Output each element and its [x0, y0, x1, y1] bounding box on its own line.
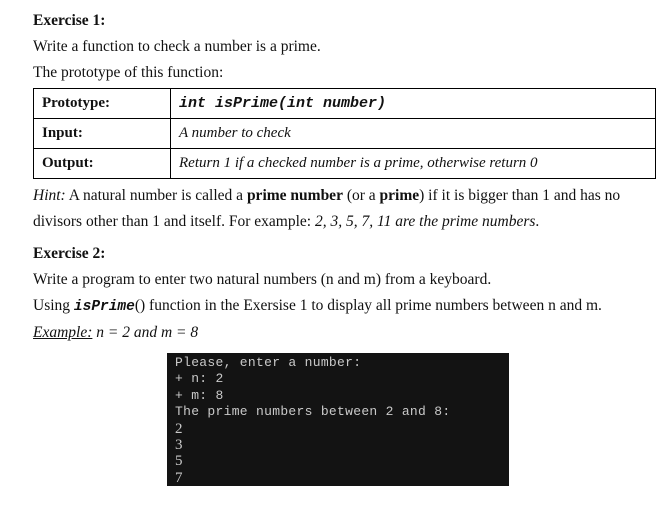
hint-seg4: .: [535, 213, 540, 230]
table-cell-output-value: Return 1 if a checked number is a prime, otherwise return 0: [171, 149, 656, 179]
example-label: Example:: [33, 324, 93, 341]
hint-label: Hint:: [33, 187, 66, 204]
hint-paragraph: [33, 183, 658, 235]
console-line-result-header: The prime numbers between 2 and 8:: [175, 404, 451, 420]
exercise2-title: Exercise 2:: [33, 245, 106, 262]
prototype-code: int isPrime(int number): [179, 95, 387, 112]
table-cell-output-label: Output:: [34, 149, 171, 179]
exercise1-intro: Write a function to check a number is a prime.: [33, 38, 321, 55]
using-seg1: Using: [33, 297, 74, 314]
table-cell-prototype-label: Prototype:: [34, 89, 171, 119]
prototype-table: [33, 88, 656, 179]
table-cell-input-value: A number to check: [171, 119, 656, 149]
table-cell-input-label: Input:: [34, 119, 171, 149]
example-text: n = 2 and m = 8: [92, 324, 199, 341]
document-content: [33, 8, 658, 486]
table-row-prototype: [34, 89, 656, 119]
isprime-code: isPrime: [73, 299, 135, 315]
hint-seg1: A natural number is called a: [65, 187, 247, 204]
console-line-prime-7: 7: [175, 469, 183, 486]
hint-seg3: ) if it is bigger than 1 and has no divisors other than 1 and itself. For example:: [33, 187, 621, 230]
console-line-prompt: Please, enter a number:: [175, 355, 362, 370]
using-seg2: () function in the Exersise 1 to display all prime numbers between n and m.: [134, 297, 602, 314]
hint-bold1: prime number: [246, 187, 343, 204]
exercise1-title: Exercise 1:: [33, 12, 106, 29]
hint-seg2: (or a: [342, 187, 380, 204]
exercise1-prototype-line: The prototype of this function:: [33, 64, 224, 81]
console-line-prime-3: 3: [175, 437, 183, 454]
console-line-m: + m: 8: [175, 387, 224, 403]
console-line-prime-5: 5: [175, 453, 183, 470]
table-row-output: [34, 149, 656, 179]
console-line-n: + n: 2: [175, 371, 224, 387]
hint-bold2: prime: [379, 187, 420, 204]
example-line: [33, 320, 658, 346]
console-line-prime-2: 2: [175, 420, 183, 437]
exercise2-using-line: [33, 293, 658, 320]
table-cell-prototype-value: [171, 89, 656, 119]
table-row-input: [34, 119, 656, 149]
hint-italic-examples: 2, 3, 5, 7, 11 are the prime numbers: [314, 213, 536, 230]
exercise2-intro: Write a program to enter two natural numbers (n and m) from a keyboard.: [33, 271, 492, 288]
console-output: [167, 353, 509, 486]
